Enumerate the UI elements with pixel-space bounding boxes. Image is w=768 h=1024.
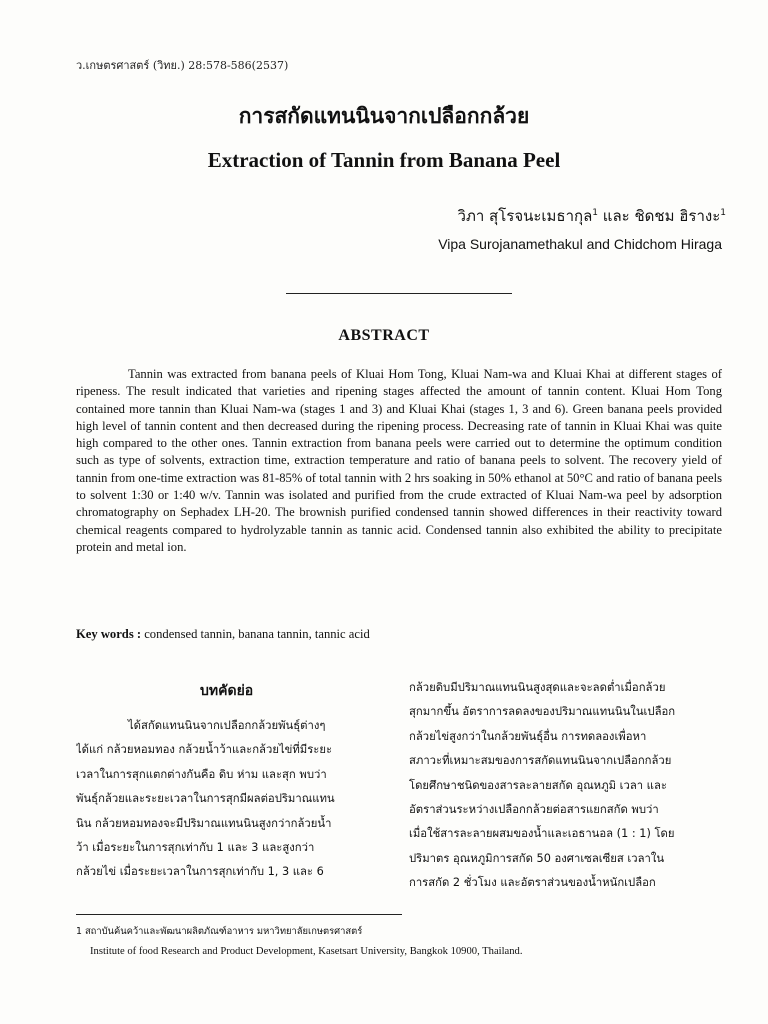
journal-citation: ว.เกษตรศาสตร์ (วิทย.) 28:578-586(2537) <box>76 59 289 72</box>
thai-abstract-line: สภาวะที่เหมาะสมของการสกัดแทนนินจากเปลือกกล้วย <box>409 754 672 768</box>
title-divider <box>286 293 512 294</box>
keywords <box>76 627 722 642</box>
thai-abstract-heading: บทคัดย่อ <box>200 683 254 699</box>
thai-abstract-line: กล้วยดิบมีปริมาณแทนนินสูงสุดและจะลดต่ำเมื่อกล้วย <box>409 681 666 694</box>
thai-abstract-line: ได้แก่ กล้วยหอมทอง กล้วยน้ำว้าและกล้วยไข่ที่มีระยะ <box>76 743 333 757</box>
thai-abstract-line: ได้สกัดแทนนินจากเปลือกกล้วยพันธุ์ต่างๆ <box>128 719 326 732</box>
footnote-english: Institute of food Research and Product Development, Kasetsart University, Bangkok 10900, Thailand. <box>90 946 523 957</box>
thai-abstract-left-column <box>76 714 382 885</box>
author-thai-1: วิภา สุโรจนะเมธากุล <box>457 207 593 225</box>
thai-abstract-line: การสกัด 2 ชั่วโมง และอัตราส่วนของน้ำหนักเปลือก <box>409 876 656 890</box>
thai-abstract-line: ว้า เมื่อระยะในการสุกเท่ากับ 1 และ 3 และสูงกว่า <box>76 840 315 854</box>
title-english: Extraction of Tannin from Banana Peel <box>207 148 561 172</box>
footnote-divider <box>76 914 402 915</box>
thai-abstract-line: อัตราส่วนระหว่างเปลือกกล้วยต่อสารแยกสกัด พบว่า <box>409 802 659 816</box>
affiliation-mark-2: 1 <box>720 208 726 218</box>
abstract-heading: ABSTRACT <box>338 327 430 344</box>
thai-abstract-line: นิน กล้วยหอมทองจะมีปริมาณแทนนินสูงกว่ากล้วยน้ำ <box>76 816 332 830</box>
keywords-label: Key words : <box>76 627 142 641</box>
thai-abstract-line: พันธุ์กล้วยและระยะเวลาในการสุกมีผลต่อปริมาณแทน <box>76 792 335 806</box>
thai-abstract-line: โดยศึกษาชนิดของสารละลายสกัด อุณหภูมิ เวลา และ <box>409 778 667 792</box>
keywords-text: condensed tannin, banana tannin, tannic acid <box>141 627 370 641</box>
thai-abstract-line: เมื่อใช้สารละลายผสมของน้ำและเอธานอล (1 : 1) โดย <box>409 827 675 841</box>
thai-abstract-right-column <box>409 676 724 896</box>
authors-thai <box>458 204 726 228</box>
thai-abstract-line: กล้วยไข่ เมื่อระยะเวลาในการสุกเท่ากับ 1, 3 และ 6 <box>76 865 324 879</box>
thai-abstract-line: เวลาในการสุกแตกต่างกันคือ ดิบ ห่าม และสุก พบว่า <box>76 767 327 781</box>
affiliation-mark-1: 1 <box>592 208 599 218</box>
thai-abstract-line: กล้วยไข่สูงกว่าในกล้วยพันธุ์อื่น การทดลองเพื่อหา <box>409 729 647 743</box>
title-thai: การสกัดแทนนินจากเปลือกกล้วย <box>238 104 530 128</box>
footnote-thai: 1 สถาบันค้นคว้าและพัฒนาผลิตภัณฑ์อาหาร มหาวิทยาลัยเกษตรศาสตร์ <box>76 926 363 937</box>
author-thai-2: และ ชิดชม ฮิรางะ <box>598 207 721 225</box>
thai-abstract-line: สุกมากขึ้น อัตราการลดลงของปริมาณแทนนินในเปลือก <box>409 705 676 719</box>
abstract-body: Tannin was extracted from banana peels of Kluai Hom Tong, Kluai Nam-wa and Kluai Khai at different stages of ripeness. The result indicated that varieties and ripening stages affected the amount of tannin content. Kluai Hom Tong contained more tannin than Kluai Nam-wa (stages 1 and 3) and Kluai Khai (stages 1, 3 and 6). Green banana peels provided high level of tannin content and then decreased during the ripening process. Decreasing rate of tannin in Kluai Khai was quite high compared to the other ones. Tannin extraction from banana peels were carried out to determine the optimum condition such as type of solvents, extraction time, extraction temperature and ratio of banana peels to solvent. The recovery yield of tannin from one-time extraction was 81-85% of total tannin with 2 hrs soaking in 50% ethanol at 50°C and ratio of banana peels to solvent 1:30 or 1:40 w/v. Tannin was isolated and purified from the crude extracted of Kluai Nam-wa peel by adsorption chromatography on Sephadex LH-20. The brownish purified condensed tannin showed differences in their reactivity toward chemical reagents compared to hydrolyzable tannin as tannic acid. Condensed tannin also exhibited the ability to precipitate protein and metal ion. <box>76 367 722 554</box>
thai-abstract-line: ปริมาตร อุณหภูมิการสกัด 50 องศาเซลเซียส เวลาใน <box>409 851 665 865</box>
authors-english: Vipa Surojanamethakul and Chidchom Hiraga <box>438 236 722 252</box>
